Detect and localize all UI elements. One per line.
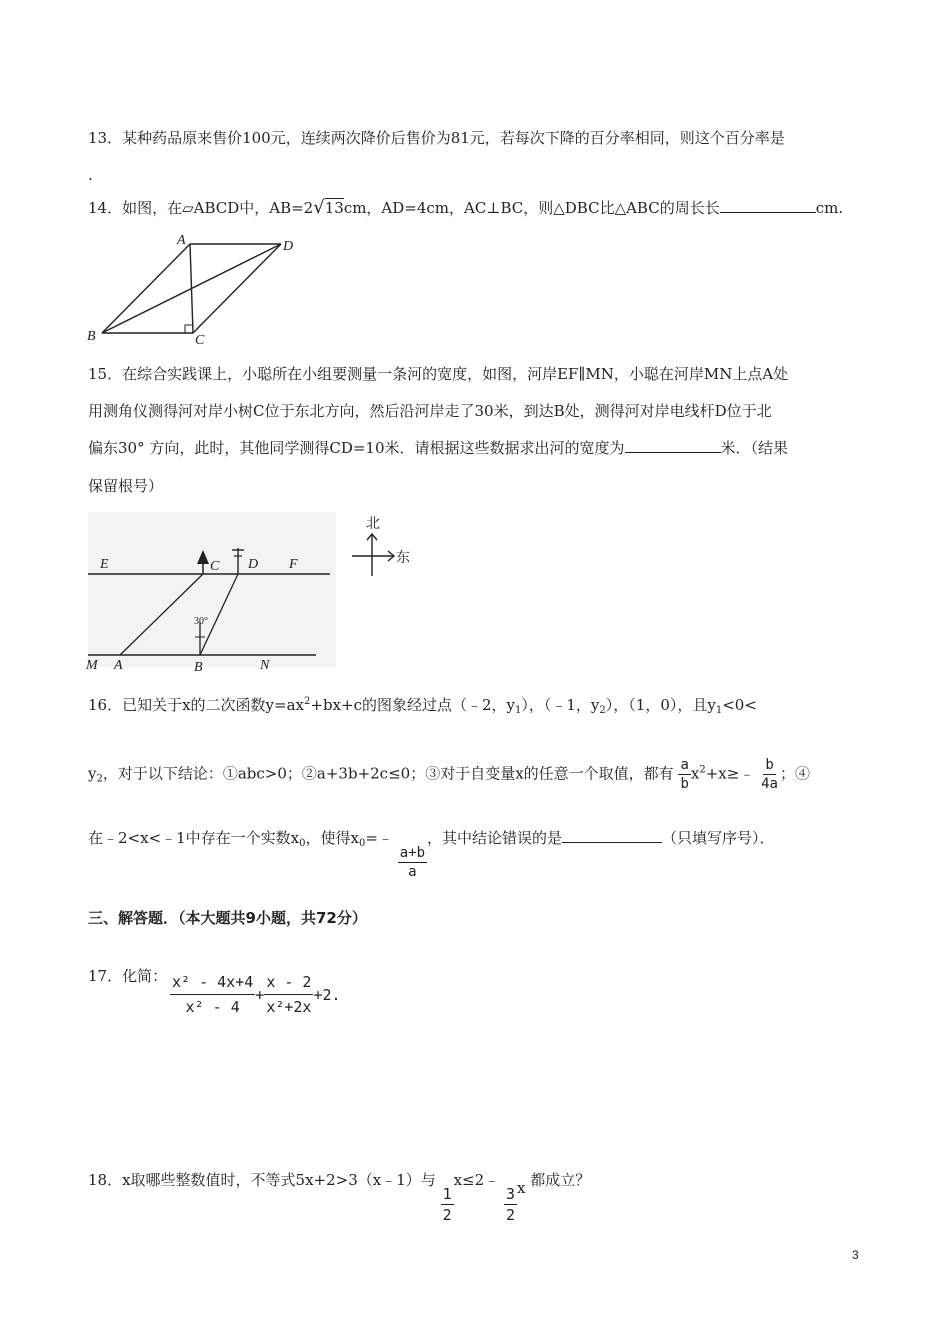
- fraction-one-half: $\frac{1}{2}$: [442, 1185, 452, 1224]
- question-14: 14．如图，在▱ABCD中，AB=2√13cm，AD=4cm，AC⊥BC，则△DBC比△ABC的周长长 cm.: [88, 197, 844, 218]
- page-number: 3: [852, 1248, 859, 1262]
- label-C: C: [210, 559, 220, 574]
- question-17: 17．化简：: [88, 967, 168, 985]
- fraction-a-over-b: $\frac{a}{b}$: [680, 757, 689, 792]
- label-A: A: [114, 658, 123, 673]
- answer-blank-14[interactable]: [720, 198, 816, 213]
- label-B: B: [87, 329, 96, 344]
- sqrt-symbol: √: [313, 197, 325, 218]
- q13-text: 13．某种药品原来售价100元，连续两次降价后售价为81元，若每次下降的百分率相同，则这个百分率是: [88, 129, 785, 147]
- river-figure: [84, 512, 424, 677]
- question-16-line-3: 在﹣2<x<﹣1中存在一个实数$x_0$，使得$x_0=﹣$ $\frac{a+b}{a}$ ，其中结论错误的是 （只填写序号）．: [88, 829, 775, 880]
- fraction-a-plus-b-over-a: $\frac{a+b}{a}$: [399, 845, 426, 880]
- question-13-continuation: .: [88, 166, 93, 184]
- answer-blank-16[interactable]: [562, 828, 662, 843]
- q17-fraction-1: $\frac{\text{x² - 4x+4}}{\text{x² - 4}}$: [170, 970, 255, 1019]
- label-B: B: [194, 660, 203, 675]
- question-15-line-4: 保留根号）: [88, 477, 164, 495]
- label-D: D: [283, 239, 294, 254]
- label-C: C: [195, 333, 205, 347]
- question-15-line-2: 用测角仪测得河对岸小树C位于东北方向，然后沿河岸走了30米，到达B处，测得河对岸电线杆D位于北: [88, 402, 772, 420]
- q17-fraction-2: $\frac{x - 2}{\text{x²+2x}}$: [264, 970, 313, 1019]
- answer-blank-15[interactable]: [625, 438, 721, 453]
- compass-east: 东: [396, 550, 410, 566]
- label-F: F: [289, 557, 298, 572]
- fraction-b-over-4a: $\frac{b}{4a}$: [761, 757, 778, 792]
- radicand: 13: [324, 199, 344, 217]
- compass-north: 北: [366, 516, 380, 532]
- label-N: N: [260, 658, 270, 673]
- label-E: E: [100, 557, 109, 572]
- angle-30: 30°: [194, 616, 208, 627]
- question-16-line-2: $y_2$，对于以下结论：①abc>0；②a+3b+2c≤0；③对于自变量x的任意一个取值，都有 $\frac{a}{b}$ $x^2+x\ge﹣$ $\frac{b}{4a}$ ；④: [88, 757, 810, 792]
- q17-expression: $\frac{\text{x² - 4x+4}}{\text{x² - 4}}$ + $\frac{x - 2}{\text{x²+2x}}$ +2 .: [170, 970, 341, 1019]
- question-15-line-3: 偏东30° 方向，此时，其他同学测得CD=10米．请根据这些数据求出河的宽度为 米．（结果: [88, 439, 789, 457]
- label-A: A: [177, 233, 186, 248]
- question-16-line-1: 16．已知关于x的二次函数$y=ax^2+bx+c$的图象经过点（﹣2，$y_1$），（﹣1，$y_2$），（1，0），且$y_1<0<$: [88, 696, 757, 716]
- section-heading: 三、解答题．（本大题共9小题，共72分）: [88, 909, 367, 927]
- parallelogram-figure: [85, 232, 305, 347]
- fraction-three-halves: $\frac{3}{2}$: [505, 1185, 515, 1224]
- label-M: M: [86, 658, 98, 673]
- label-D: D: [248, 557, 259, 572]
- question-13: [88, 128, 785, 148]
- question-15-line-1: 15．在综合实践课上，小聪所在小组要测量一条河的宽度，如图，河岸EF∥MN，小聪在河岸MN上点A处: [88, 365, 789, 383]
- question-18: 18．x取哪些整数值时，不等式5x+2>3（x﹣1）与 $\frac{1}{2}$ x≤2﹣ $\frac{3}{2}$ x 都成立？: [88, 1171, 591, 1224]
